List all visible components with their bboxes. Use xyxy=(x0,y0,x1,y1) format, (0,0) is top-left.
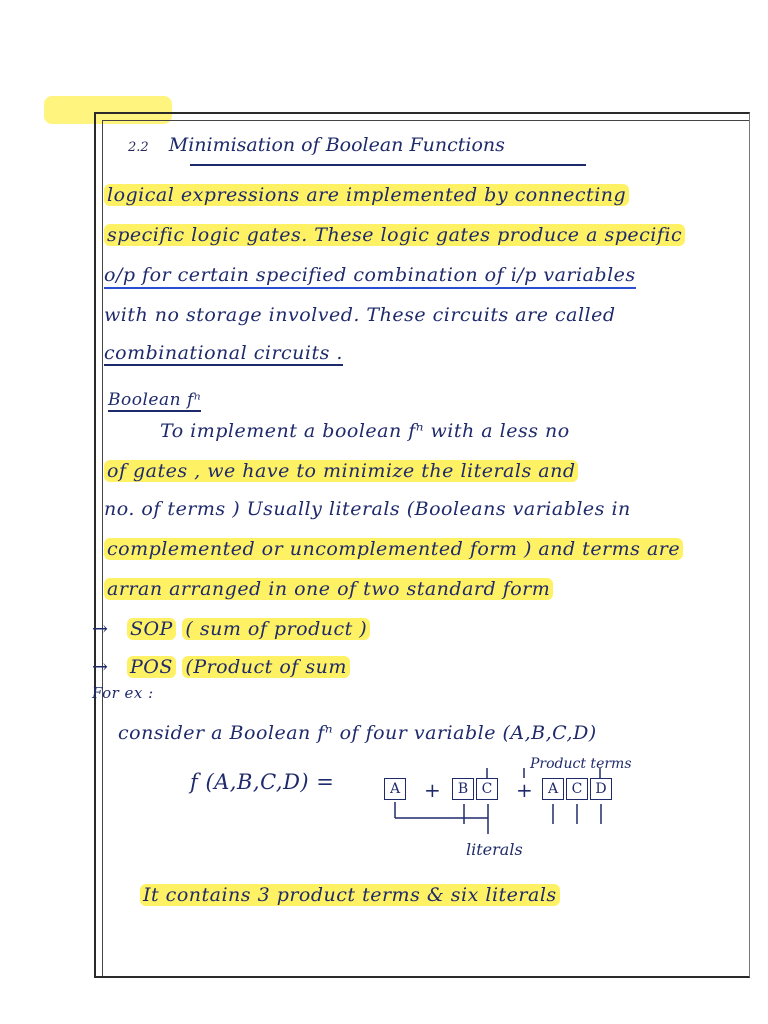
para2-line5: arran arranged in one of two standard form xyxy=(104,578,553,600)
example-label: For ex : xyxy=(92,684,154,702)
product-terms-label: Product terms xyxy=(530,756,632,772)
page-title xyxy=(128,134,505,156)
form-pos-label: POS xyxy=(127,656,176,678)
literals-label: literals xyxy=(466,840,523,859)
para2-line3: no. of terms ) Usually literals (Booleans variables in xyxy=(104,498,631,520)
term2-literal-b: B xyxy=(452,778,474,800)
section-number: 2.2 xyxy=(128,140,149,155)
plus-sign: + xyxy=(424,778,441,802)
plus-sign: + xyxy=(516,778,533,802)
function-lhs: f (A,B,C,D) = xyxy=(190,770,335,794)
para1-line1: logical expressions are implemented by connecting xyxy=(104,184,734,206)
boolean-function-heading: Boolean fⁿ xyxy=(108,390,202,410)
example-line: consider a Boolean fⁿ of four variable (A,B,C,D) xyxy=(118,722,597,744)
form-sop xyxy=(92,618,370,640)
para1-line4: with no storage involved. These circuits are called xyxy=(104,304,616,326)
para1-line5: combinational circuits . xyxy=(104,342,343,364)
conclusion: It contains 3 product terms & six literals xyxy=(140,884,560,906)
para1-line2: specific logic gates. These logic gates produce a specific xyxy=(104,224,685,246)
term3-literal-d: D xyxy=(590,778,612,800)
term3-literal-a: A xyxy=(542,778,564,800)
arrow-lines xyxy=(384,768,644,864)
term3-literal-c: C xyxy=(566,778,588,800)
form-pos xyxy=(92,656,350,678)
right-arrow-icon: → xyxy=(92,618,109,640)
term2-literal-c: C xyxy=(476,778,498,800)
form-sop-desc: ( sum of product ) xyxy=(182,618,370,640)
para1-line3: o/p for certain specified combination of i/p variables xyxy=(104,264,636,286)
form-sop-label: SOP xyxy=(127,618,176,640)
para2-line1: To implement a boolean fⁿ with a less no xyxy=(160,420,570,442)
right-arrow-icon: → xyxy=(92,656,109,678)
form-pos-desc: (Product of sum xyxy=(182,656,349,678)
term1-literal-a: A xyxy=(384,778,406,800)
para2-line4: complemented or uncomplemented form ) and terms are xyxy=(104,538,683,560)
title-text: Minimisation of Boolean Functions xyxy=(168,134,505,156)
title-underline xyxy=(190,164,586,166)
para2-line2: of gates , we have to minimize the literals and xyxy=(104,460,578,482)
product-term-diagram xyxy=(384,756,644,864)
